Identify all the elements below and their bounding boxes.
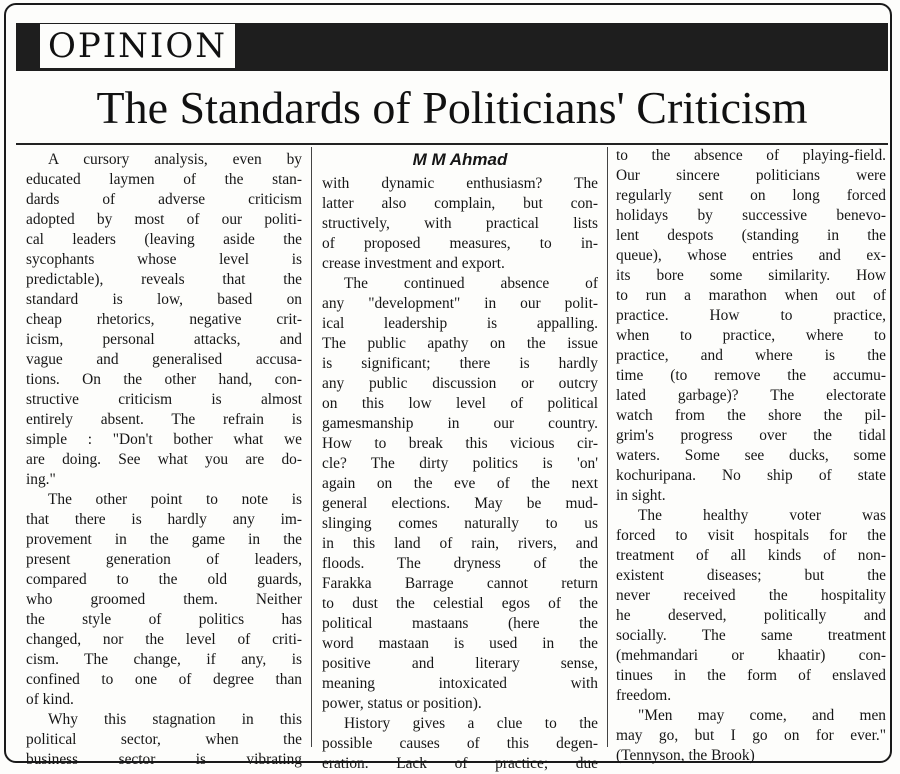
- text-line: slinging comes naturally to us: [322, 515, 598, 532]
- text-line: socially. The same treatment: [616, 627, 886, 644]
- text-line: A cursory analysis, even by: [48, 151, 302, 168]
- text-line: confined to one of degree than: [26, 671, 302, 688]
- text-line: its bore some similarity. How: [616, 267, 886, 284]
- text-line: to the absence of playing-field.: [616, 147, 886, 164]
- text-line: regularly sent on long forced: [616, 187, 886, 204]
- text-line: Farakka Barrage cannot return: [322, 575, 598, 592]
- text-line: political mastaans (here the: [322, 615, 598, 632]
- text-line: waters. Some see ducks, some: [616, 447, 886, 464]
- text-line: treatment of all kinds of non-: [616, 547, 886, 564]
- text-line: practice. How to practice,: [616, 307, 886, 324]
- text-line: provement in the game in the: [26, 531, 302, 548]
- section-banner: [16, 23, 888, 71]
- text-line: The healthy voter was: [638, 507, 886, 524]
- byline: M M Ahmad: [412, 150, 508, 169]
- text-line: tinues in the form of enslaved: [616, 667, 886, 684]
- text-line: adopted by most of our politi-: [26, 211, 302, 228]
- text-line: eration. Lack of practice; due: [322, 755, 598, 772]
- text-line: in sight.: [616, 487, 666, 504]
- text-line: How to break this vicious cir-: [322, 435, 598, 452]
- text-line: lent despots (standing in the: [616, 227, 886, 244]
- text-line: freedom.: [616, 687, 672, 704]
- text-line: that there is hardly any im-: [26, 511, 302, 528]
- text-line: is significant; there is hardly: [322, 355, 598, 372]
- text-line: never received the hospitality: [616, 587, 886, 604]
- text-line: political sector, when the: [26, 731, 302, 748]
- text-line: cism. The change, if any, is: [26, 651, 302, 668]
- text-line: kochuripana. No ship of state: [616, 467, 886, 484]
- text-line: tions. On the other hand, con-: [26, 371, 302, 388]
- text-line: cle? The dirty politics is 'on': [322, 455, 598, 472]
- text-line: forced to visit hospitals for the: [616, 527, 886, 544]
- column-divider-1: [311, 147, 312, 747]
- text-line: "Men may come, and men: [638, 707, 886, 724]
- text-line: compared to the old guards,: [26, 571, 302, 588]
- text-line: positive and literary sense,: [322, 655, 598, 672]
- text-line: possible causes of this degen-: [322, 735, 598, 752]
- text-line: of kind.: [26, 691, 74, 708]
- text-line: educated laymen of the stan-: [26, 171, 302, 188]
- text-line: vague and generalised accusa-: [26, 351, 302, 368]
- text-line: practice, and where is the: [616, 347, 886, 364]
- text-line: ical leadership is appalling.: [322, 315, 598, 332]
- headline: The Standards of Politicians' Criticism: [96, 82, 808, 133]
- text-line: power, status or position).: [322, 695, 482, 712]
- text-line: when to practice, where to: [616, 327, 886, 344]
- text-line: icism, personal attacks, and: [26, 331, 302, 348]
- text-line: The other point to note is: [48, 491, 302, 508]
- text-line: meaning intoxicated with: [322, 675, 598, 692]
- text-line: on this low level of political: [322, 395, 598, 412]
- text-line: latter also complain, but con-: [322, 195, 598, 212]
- text-line: The continued absence of: [344, 275, 598, 292]
- text-line: gamesmanship in our country.: [322, 415, 598, 432]
- text-line: present generation of leaders,: [26, 551, 302, 568]
- text-line: predictable), reveals that the: [26, 271, 302, 288]
- text-line: (Tennyson, the Brook): [616, 747, 755, 764]
- text-line: any "development" in our polit-: [322, 295, 598, 312]
- text-line: to run a marathon when out of: [616, 287, 886, 304]
- text-line: sycophants whose level is: [26, 251, 302, 268]
- text-line: word mastaan is used in the: [322, 635, 598, 652]
- text-line: any public discussion or outcry: [322, 375, 598, 392]
- text-line: cal leaders (leaving aside the: [26, 231, 302, 248]
- article-column-2: [322, 150, 598, 774]
- text-line: existent diseases; but the: [616, 567, 886, 584]
- text-line: structively, with practical lists: [322, 215, 598, 232]
- text-line: time (to remove the accumu-: [616, 367, 886, 384]
- text-line: dards of adverse criticism: [26, 191, 302, 208]
- headline-rule: [16, 143, 888, 145]
- text-line: ing.": [26, 471, 56, 488]
- text-line: holidays by successive benevo-: [616, 207, 886, 224]
- text-line: lated garbage)? The electorate: [616, 387, 886, 404]
- text-line: again on the eve of the next: [322, 475, 598, 492]
- text-line: standard is low, based on: [26, 291, 302, 308]
- text-line: he deserved, politically and: [616, 607, 886, 624]
- text-line: changed, nor the level of criti-: [26, 631, 302, 648]
- text-line: (mehmandari or khaatir) con-: [616, 647, 886, 664]
- text-line: cheap rhetorics, negative crit-: [26, 311, 302, 328]
- text-line: watch from the shore the pil-: [616, 407, 886, 424]
- text-line: queue), whose entries and ex-: [616, 247, 886, 264]
- text-line: the style of politics has: [26, 611, 302, 628]
- text-line: Why this stagnation in this: [48, 711, 302, 728]
- text-line: The public apathy on the issue: [322, 335, 598, 352]
- text-line: of proposed measures, to in-: [322, 235, 598, 252]
- text-line: business sector is vibrating: [26, 751, 302, 768]
- text-line: general elections. May be mud-: [322, 495, 598, 512]
- text-line: are doing. See what you are do-: [26, 451, 302, 468]
- text-line: History gives a clue to the: [344, 715, 598, 732]
- column-divider-2: [607, 147, 608, 747]
- section-label: OPINION: [40, 24, 235, 68]
- text-line: who groomed them. Neither: [26, 591, 302, 608]
- text-line: Our sincere politicians were: [616, 167, 886, 184]
- text-line: may go, but I go on for ever.": [616, 727, 886, 744]
- article-column-3: [616, 146, 886, 766]
- text-line: crease investment and export.: [322, 255, 505, 272]
- text-line: in this land of rain, rivers, and: [322, 535, 598, 552]
- text-line: simple : "Don't bother what we: [26, 431, 302, 448]
- text-line: floods. The dryness of the: [322, 555, 598, 572]
- text-line: to dust the celestial egos of the: [322, 595, 598, 612]
- text-line: structive criticism is almost: [26, 391, 302, 408]
- text-line: grim's progress over the tidal: [616, 427, 886, 444]
- text-line: entirely absent. The refrain is: [26, 411, 302, 428]
- article-column-1: [26, 150, 302, 770]
- text-line: with dynamic enthusiasm? The: [322, 175, 598, 192]
